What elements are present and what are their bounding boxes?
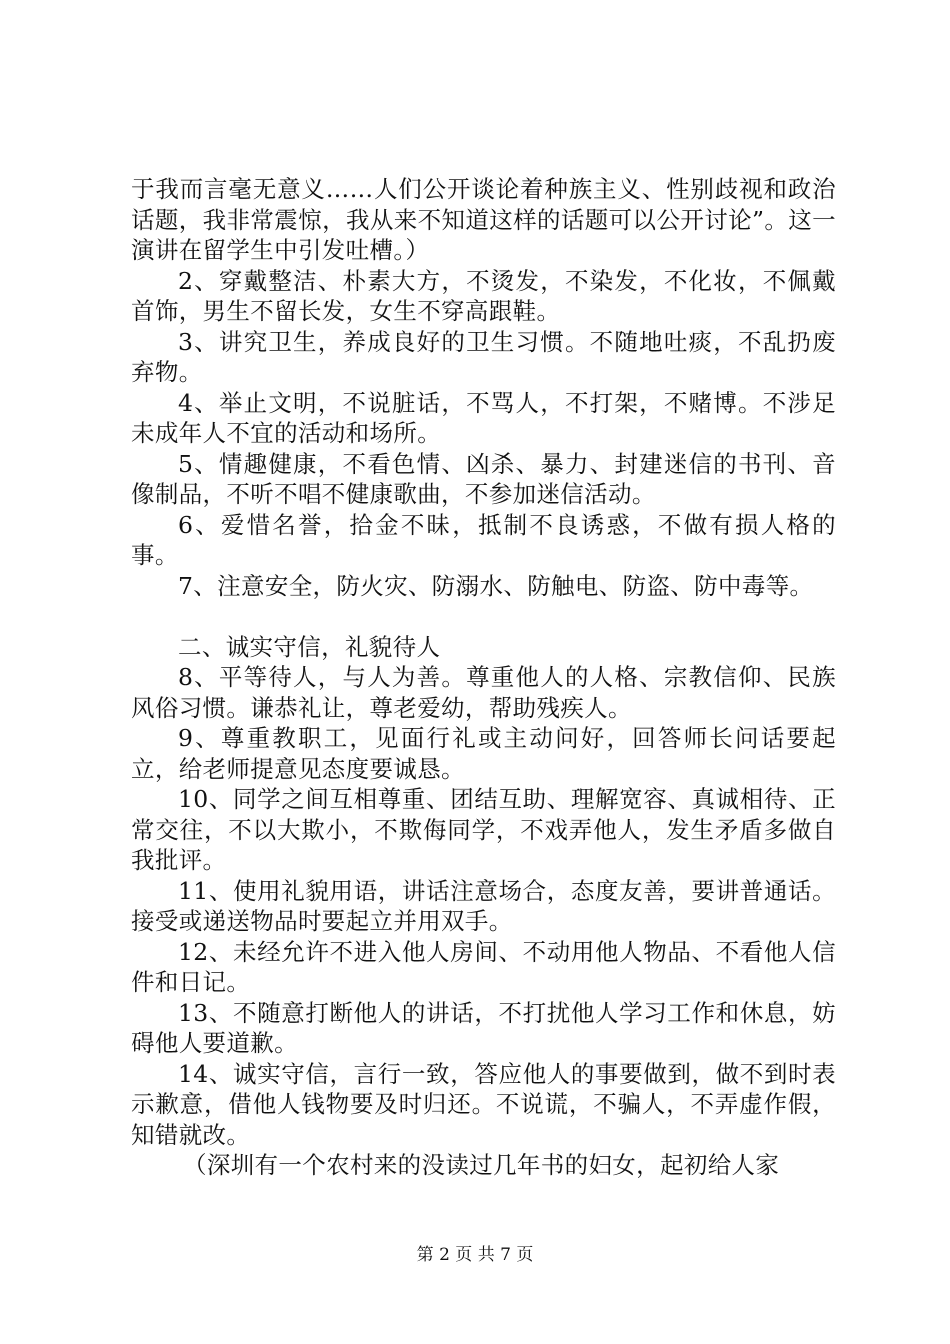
rule-item-11: 11、使用礼貌用语，讲话注意场合，态度友善，要讲普通话。接受或递送物品时要起立并用双手。 — [131, 876, 836, 935]
rule-item-9: 9、尊重教职工，见面行礼或主动问好，回答师长问话要起立，给老师提意见态度要诚恳。 — [131, 724, 836, 783]
rule-item-12: 12、未经允许不进入他人房间、不动用他人物品、不看他人信件和日记。 — [131, 937, 836, 996]
document-body — [131, 174, 836, 1181]
rule-item-2: 2、穿戴整洁、朴素大方，不烫发，不染发，不化妆，不佩戴首饰，男生不留长发，女生不穿高跟鞋。 — [131, 266, 836, 325]
rule-item-8: 8、平等待人，与人为善。尊重他人的人格、宗教信仰、民族风俗习惯。谦恭礼让，尊老爱幼，帮助残疾人。 — [131, 663, 836, 722]
paragraph-example: （深圳有一个农村来的没读过几年书的妇女，起初给人家 — [183, 1151, 780, 1179]
rule-item-13: 13、不随意打断他人的讲话，不打扰他人学习工作和休息，妨碍他人要道歉。 — [131, 998, 836, 1057]
rule-item-6: 6、爱惜名誉，拾金不昧，抵制不良诱惑，不做有损人格的事。 — [131, 510, 836, 569]
page-footer: 第 2 页 共 7 页 — [416, 1245, 534, 1265]
rule-item-4: 4、举止文明，不说脏话，不骂人，不打架，不赌博。不涉足未成年人不宜的活动和场所。 — [131, 388, 836, 447]
rule-item-14: 14、诚实守信，言行一致，答应他人的事要做到，做不到时表示歉意，借他人钱物要及时归还。不说谎，不骗人，不弄虚作假，知错就改。 — [131, 1059, 836, 1149]
section-heading: 二、诚实守信，礼貌待人 — [178, 632, 441, 661]
rule-item-3: 3、讲究卫生，养成良好的卫生习惯。不随地吐痰，不乱扔废弃物。 — [131, 327, 836, 386]
paragraph-continuation: 于我而言毫无意义……人们公开谈论着种族主义、性别歧视和政治话题，我非常震惊，我从来不知道这样的话题可以公开讨论”。这一演讲在留学生中引发吐槽。） — [131, 175, 836, 264]
rule-item-7: 7、注意安全，防火灾、防溺水、防触电、防盗、防中毒等。 — [178, 571, 814, 600]
rule-item-5: 5、情趣健康，不看色情、凶杀、暴力、封建迷信的书刊、音像制品，不听不唱不健康歌曲，不参加迷信活动。 — [131, 449, 836, 508]
rule-item-10: 10、同学之间互相尊重、团结互助、理解宽容、真诚相待、正常交往，不以大欺小，不欺侮同学，不戏弄他人，发生矛盾多做自我批评。 — [131, 785, 836, 874]
